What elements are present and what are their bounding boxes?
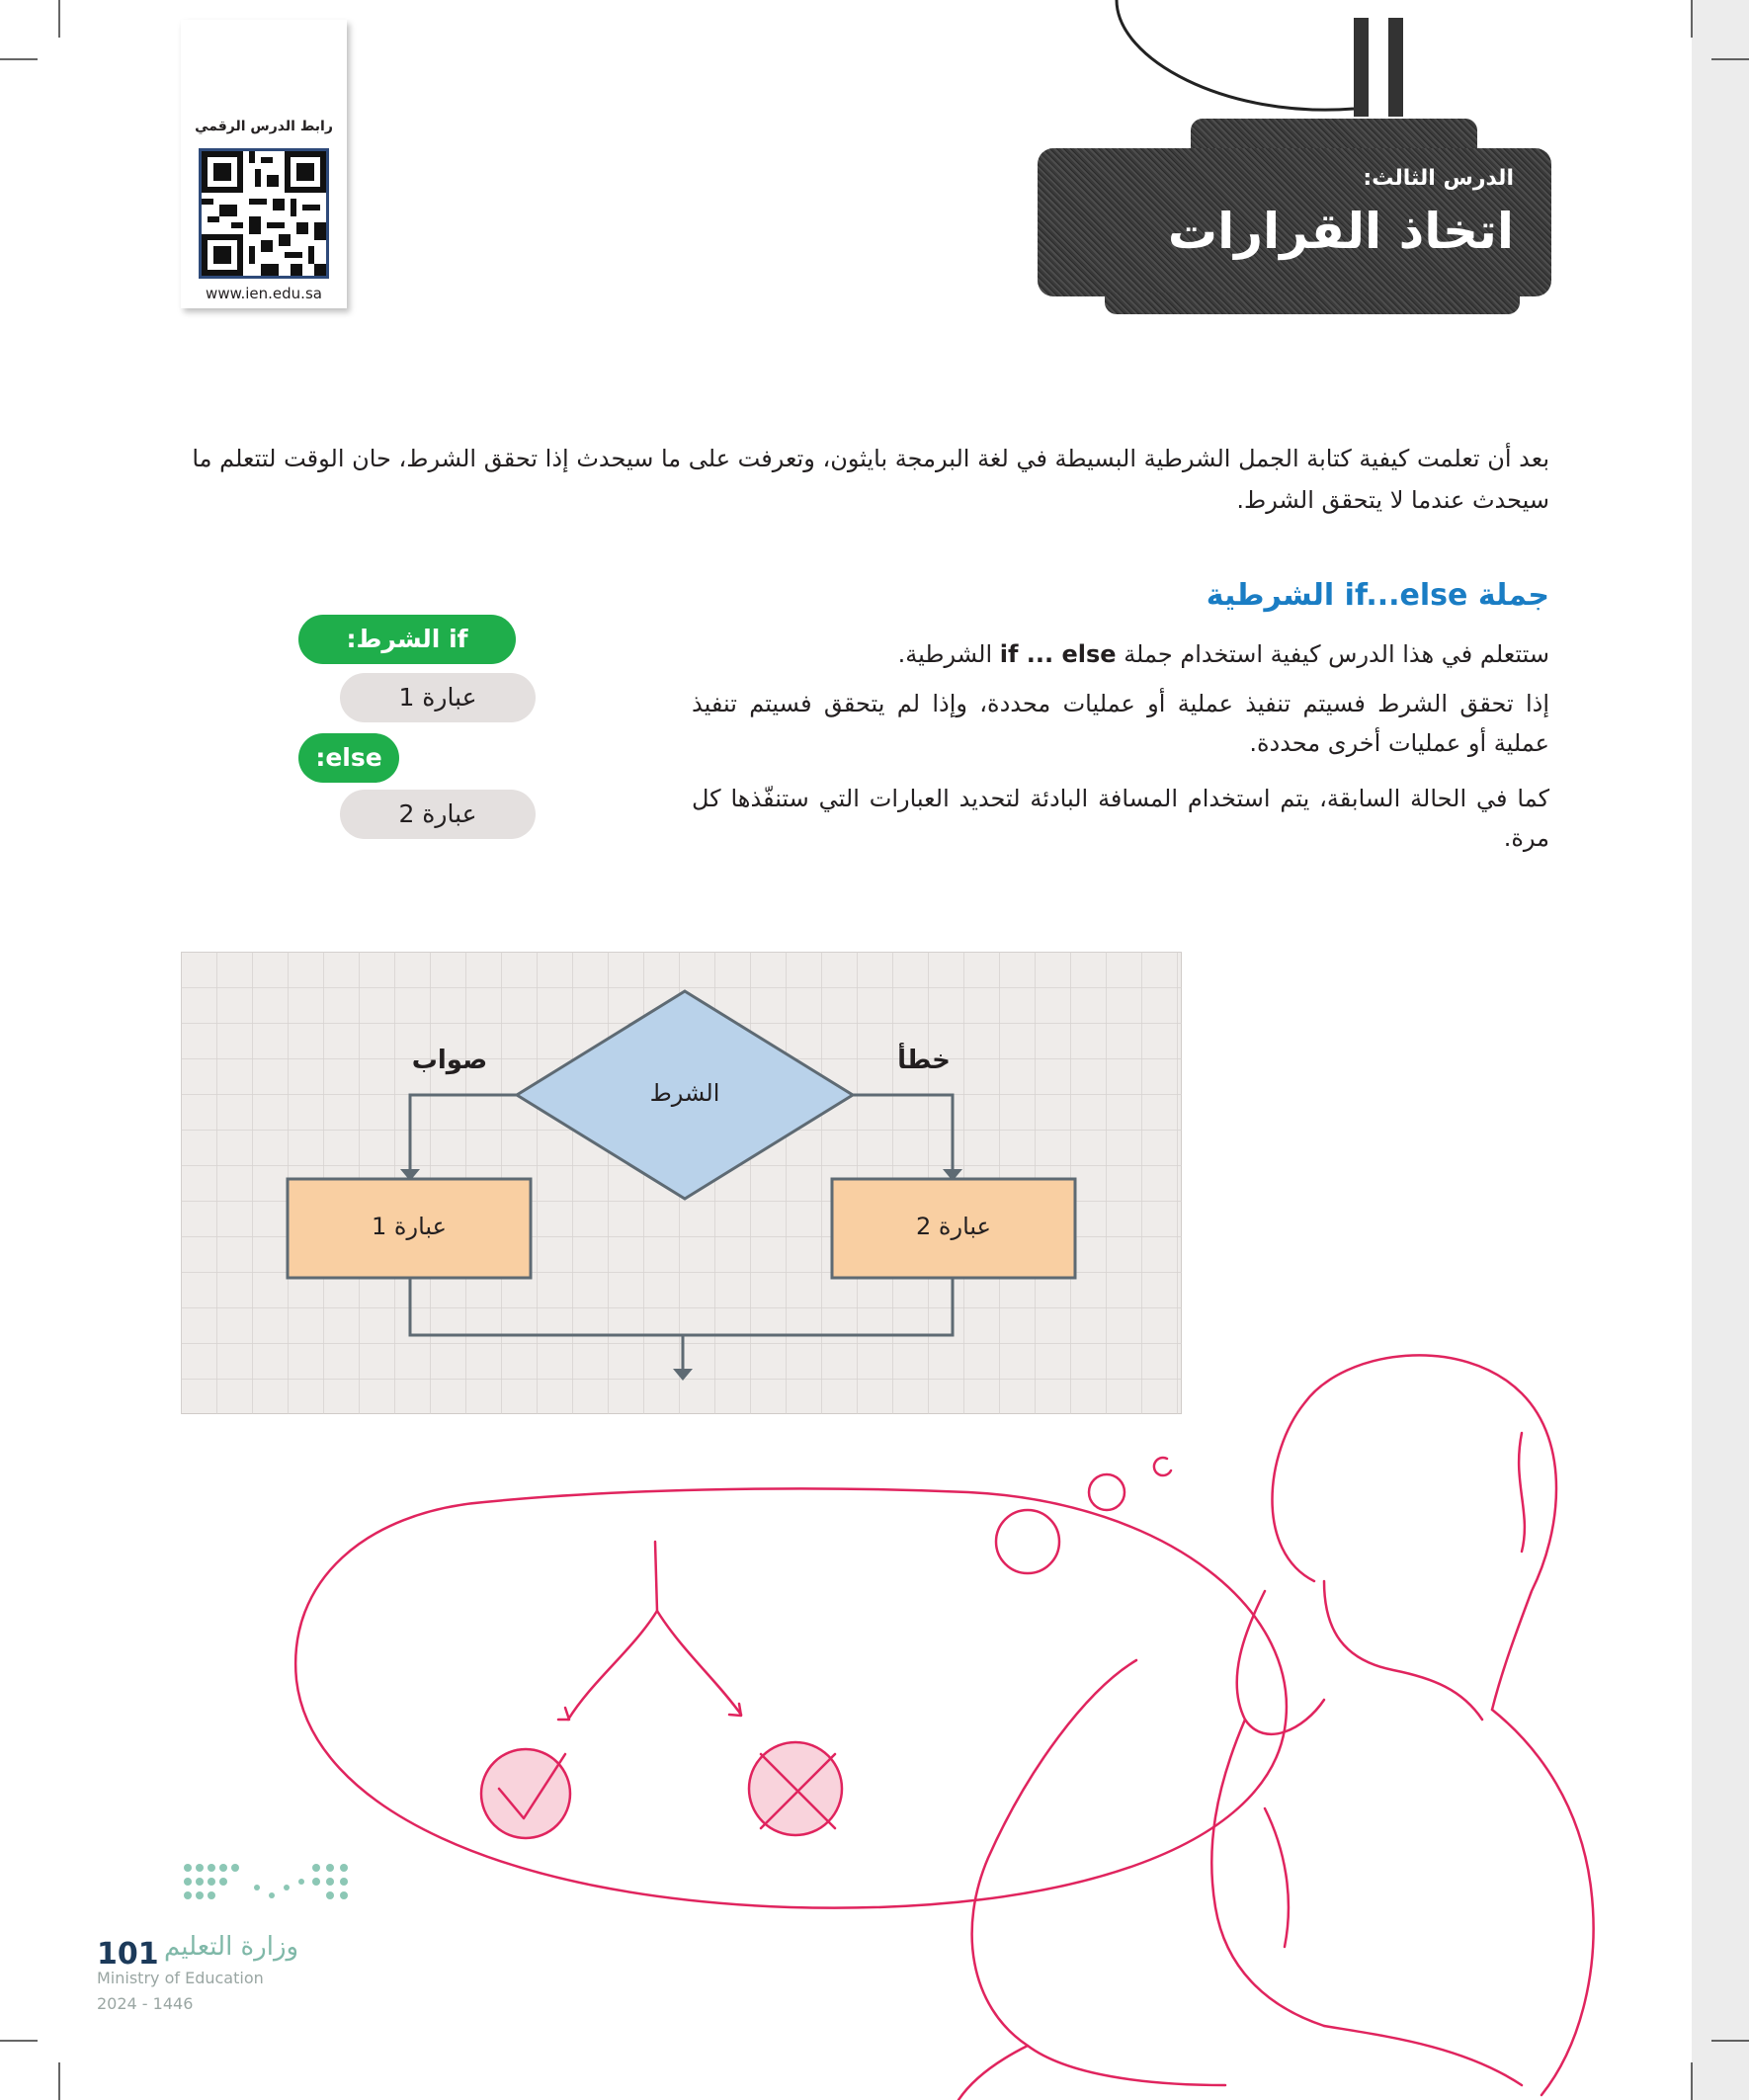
thinking-person-illustration bbox=[277, 1255, 1680, 2100]
qr-url[interactable]: www.ien.edu.sa bbox=[206, 285, 322, 302]
ministry-logo-icon bbox=[178, 1858, 356, 1917]
intro-paragraph: بعد أن تعلمت كيفية كتابة الجمل الشرطية البسيطة في لغة البرمجة بايثون، وتعرفت على ما سيحدث إذا تحقق الشرط، حان الوقت لتتعلم ما سيحدث عندما لا يتحقق الشرط. bbox=[192, 445, 1549, 514]
ministry-name-arabic: وزارة التعليم bbox=[164, 1932, 299, 1962]
code-statement-2: عبارة 2 bbox=[340, 790, 536, 839]
lesson-title: اتخاذ القرارات bbox=[1167, 203, 1514, 260]
plaque-bottom bbox=[1105, 293, 1520, 314]
check-circle-icon bbox=[481, 1749, 570, 1838]
thought-bubble bbox=[295, 1488, 1287, 1907]
section-title: جملة if...else الشرطية bbox=[1206, 578, 1549, 613]
code-else-line: else: bbox=[298, 733, 399, 783]
flowchart-true-label: صواب bbox=[411, 1046, 488, 1075]
flowchart-condition: الشرط bbox=[649, 1079, 720, 1107]
flowchart-statement-1: عبارة 1 bbox=[372, 1213, 447, 1240]
p1-text-before: ستتعلم في هذا الدرس كيفية استخدام جملة bbox=[1116, 640, 1549, 668]
qr-code-icon[interactable] bbox=[199, 148, 329, 279]
flowchart-statement-2: عبارة 2 bbox=[916, 1213, 991, 1240]
paragraph-2: إذا تحقق الشرط فسيتم تنفيذ عملية أو عمليات محددة، وإذا لم يتحقق فسيتم تنفيذ عملية أو عمليات أخرى محددة. bbox=[692, 690, 1549, 757]
thought-circle-large bbox=[996, 1510, 1059, 1573]
qr-card[interactable] bbox=[181, 20, 347, 308]
p1-code: if ... else bbox=[999, 640, 1117, 668]
paragraph-3: كما في الحالة السابقة، يتم استخدام المسافة البادئة لتحديد العبارات التي ستنفّذها كل مرة. bbox=[692, 785, 1549, 852]
ministry-name-english: Ministry of Education bbox=[97, 1969, 264, 1987]
paragraph-1 bbox=[692, 634, 1549, 674]
lesson-label: الدرس الثالث: bbox=[1363, 166, 1514, 191]
flowchart-false-label: خطأ bbox=[897, 1046, 951, 1075]
edition-year: 2024 - 1446 bbox=[97, 1994, 194, 2013]
person-head bbox=[1273, 1355, 1557, 1710]
code-statement-1: عبارة 1 bbox=[340, 673, 536, 722]
code-if-line: if الشرط: bbox=[298, 615, 516, 664]
qr-title: رابط الدرس الرقمي bbox=[195, 119, 333, 134]
thought-circle-medium bbox=[1089, 1474, 1124, 1510]
page-number: 101 bbox=[97, 1937, 159, 1972]
p1-text-after: الشرطية. bbox=[897, 640, 1000, 668]
thought-circle-small bbox=[1154, 1458, 1171, 1475]
